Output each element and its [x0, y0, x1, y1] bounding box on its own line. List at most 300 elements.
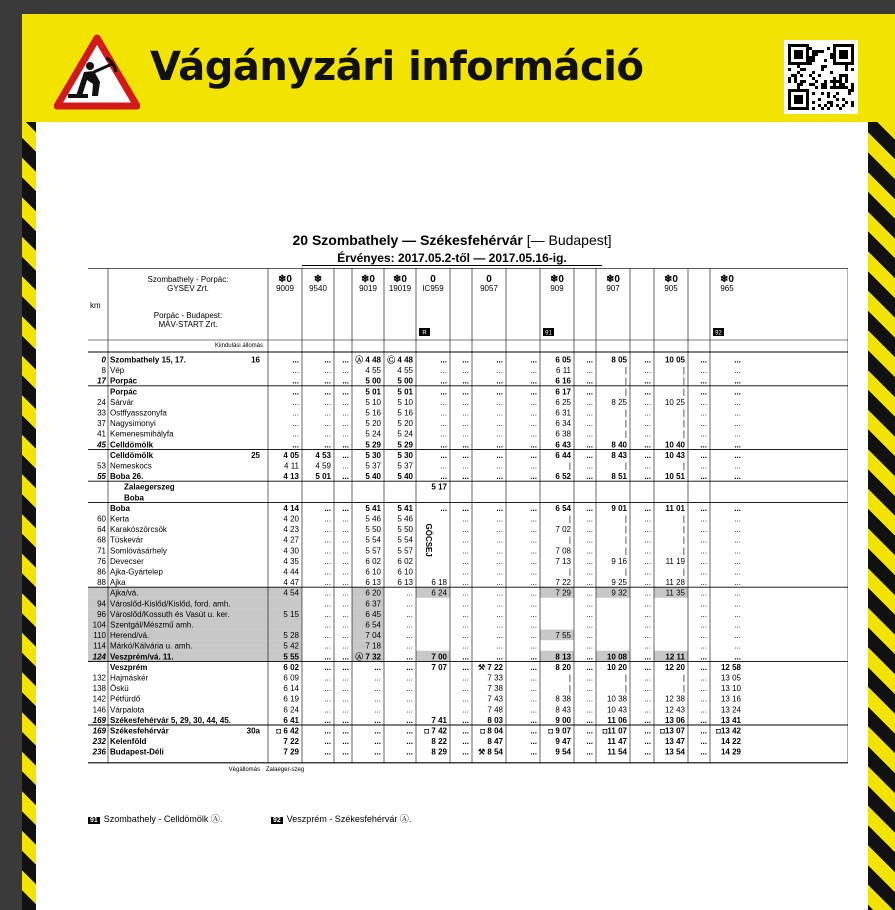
- time-cell: ...: [374, 694, 381, 704]
- time-cell: ...: [700, 641, 707, 651]
- time-cell: |: [568, 535, 571, 545]
- train-symbol: ❄: [313, 274, 323, 285]
- time-cell: 5 40: [397, 472, 413, 482]
- time-cell: ...: [406, 599, 413, 609]
- time-cell: ...: [530, 366, 537, 376]
- time-cell: ...: [530, 684, 537, 694]
- time-cell: ...: [530, 450, 537, 460]
- time-cell: 8 22: [431, 737, 447, 747]
- time-cell: ...: [586, 514, 593, 524]
- time-cell: ...: [462, 461, 469, 471]
- km-value: 169: [92, 715, 106, 725]
- time-cell: |: [624, 387, 627, 397]
- time-cell: 5 50: [397, 525, 413, 535]
- connection-ref: 30a: [246, 726, 260, 736]
- time-cell: 4 54: [283, 588, 299, 598]
- time-cell: ...: [342, 461, 349, 471]
- time-cell: 11 54: [607, 747, 627, 757]
- time-cell: ...: [586, 376, 593, 386]
- time-cell: ...: [292, 387, 299, 397]
- time-cell: ...: [734, 366, 741, 376]
- train-number: 9057: [480, 284, 498, 293]
- time-cell: ...: [440, 429, 447, 439]
- time-cell: ...: [496, 461, 503, 471]
- time-cell: ...: [644, 546, 651, 556]
- time-cell: 4 53: [315, 450, 331, 460]
- time-cell: ...: [292, 408, 299, 418]
- time-cell: 6 43: [555, 440, 571, 450]
- time-cell: 8 03: [487, 715, 503, 725]
- time-cell: ...: [324, 673, 331, 683]
- time-cell: ...: [734, 652, 741, 662]
- time-cell: ...: [586, 450, 593, 460]
- time-cell: 5 37: [365, 461, 381, 471]
- time-cell: ...: [496, 556, 503, 566]
- time-cell: ...: [342, 694, 349, 704]
- time-cell: 5 37: [397, 461, 413, 471]
- time-cell: ...: [406, 662, 413, 672]
- time-cell: 13 54: [664, 747, 685, 757]
- time-cell: ...: [530, 599, 537, 609]
- time-cell: ...: [586, 673, 593, 683]
- time-cell: ...: [644, 535, 651, 545]
- route-name: Szombathely — Székesfehérvár: [311, 232, 523, 248]
- time-cell: ...: [374, 662, 381, 672]
- time-cell: ...: [496, 514, 503, 524]
- time-cell: 8 05: [611, 355, 627, 365]
- time-cell: ...: [530, 535, 537, 545]
- time-cell: 5 46: [365, 514, 381, 524]
- time-cell: ...: [292, 429, 299, 439]
- time-cell: ...: [644, 652, 651, 662]
- time-cell: ...: [324, 609, 331, 619]
- time-cell: 10 43: [664, 450, 685, 460]
- time-cell: ...: [462, 387, 469, 397]
- km-value: 86: [97, 567, 106, 577]
- time-cell: ...: [292, 397, 299, 407]
- time-cell: ...: [342, 472, 349, 482]
- time-cell: ...: [342, 705, 349, 715]
- time-cell: ...: [440, 397, 447, 407]
- end-station-label: Végállomás: [228, 766, 260, 773]
- time-cell: ...: [342, 366, 349, 376]
- footnote-2: [271, 812, 411, 825]
- time-cell: ...: [734, 387, 741, 397]
- time-cell: ...: [700, 525, 707, 535]
- time-cell: ...: [586, 355, 593, 365]
- time-cell: 5 28: [283, 631, 299, 641]
- time-cell: |: [624, 408, 627, 418]
- time-cell: 4 59: [315, 461, 331, 471]
- time-cell: |: [624, 419, 627, 429]
- time-cell: 9 32: [611, 588, 627, 598]
- time-cell: 5 29: [397, 440, 413, 450]
- time-cell: 7 13: [555, 556, 571, 566]
- operator-gysev: Szombathely - Porpác:: [147, 275, 229, 284]
- time-cell: ...: [496, 546, 503, 556]
- time-cell: 9 25: [611, 578, 627, 588]
- time-cell: 12 38: [664, 694, 685, 704]
- time-cell: 6 13: [397, 578, 413, 588]
- time-cell: |: [682, 366, 685, 376]
- time-cell: ...: [644, 715, 651, 725]
- km-value: 142: [92, 694, 106, 704]
- time-cell: ...: [586, 408, 593, 418]
- time-cell: ...: [342, 737, 349, 747]
- time-cell: ...: [342, 355, 349, 365]
- time-cell: 6 52: [555, 472, 571, 482]
- time-cell: ...: [496, 387, 503, 397]
- time-cell: ...: [496, 609, 503, 619]
- time-cell: 13 24: [720, 705, 741, 715]
- time-cell: ...: [734, 599, 741, 609]
- time-cell: ...: [342, 429, 349, 439]
- time-cell: ...: [700, 662, 707, 672]
- time-cell: ...: [324, 503, 331, 513]
- time-cell: ...: [342, 673, 349, 683]
- time-cell: ...: [586, 641, 593, 651]
- time-cell: ...: [644, 376, 651, 386]
- time-cell: 6 45: [365, 609, 381, 619]
- train-number: IC959: [422, 284, 444, 293]
- time-cell: ...: [342, 419, 349, 429]
- time-cell: ...: [324, 641, 331, 651]
- km-value: 41: [97, 429, 106, 439]
- time-cell: 10 20: [606, 662, 627, 672]
- station-name: Nemeskocs: [110, 461, 152, 471]
- time-cell: ...: [700, 620, 707, 630]
- time-cell: ...: [462, 631, 469, 641]
- time-cell: 8 38: [555, 694, 571, 704]
- time-cell: ...: [324, 514, 331, 524]
- time-cell: ...: [342, 514, 349, 524]
- time-cell: ...: [406, 641, 413, 651]
- time-cell: 5 00: [365, 376, 381, 386]
- station-name: Ajka: [110, 578, 126, 588]
- train-number: 909: [550, 284, 564, 293]
- train-symbol: ❄0: [393, 274, 407, 285]
- time-cell: ...: [462, 472, 469, 482]
- train-number: 965: [720, 284, 734, 293]
- time-cell: ...: [700, 514, 707, 524]
- qr-code-icon: [788, 44, 854, 110]
- time-cell: ...: [342, 726, 349, 736]
- time-cell: 14 29: [720, 747, 741, 757]
- time-cell: ...: [342, 747, 349, 757]
- time-cell: ...: [586, 715, 593, 725]
- time-cell: ...: [530, 652, 537, 662]
- km-value: 24: [97, 397, 106, 407]
- time-cell: |: [568, 514, 571, 524]
- time-cell: ...: [530, 472, 537, 482]
- km-value: 76: [97, 556, 106, 566]
- time-cell: ◘13 42: [716, 726, 741, 736]
- train-number: 905: [664, 284, 678, 293]
- start-station-label: Kiindulási állomás: [214, 343, 263, 349]
- time-cell: 5 30: [397, 450, 413, 460]
- time-cell: 5 20: [397, 419, 413, 429]
- time-cell: ...: [530, 705, 537, 715]
- time-cell: ...: [440, 503, 447, 513]
- time-cell: 6 20: [365, 588, 381, 598]
- train-name-label: GÖCSEJ: [424, 523, 433, 557]
- time-cell: 8 43: [611, 450, 627, 460]
- time-cell: ...: [324, 715, 331, 725]
- km-value: 88: [97, 578, 106, 588]
- station-name: Celldömölk: [110, 440, 154, 450]
- time-cell: 7 33: [487, 673, 503, 683]
- time-cell: ...: [586, 440, 593, 450]
- time-cell: ...: [440, 472, 447, 482]
- time-cell: ...: [586, 726, 593, 736]
- time-cell: ...: [462, 419, 469, 429]
- time-cell: ...: [644, 620, 651, 630]
- time-cell: ⚒ 7 22: [478, 662, 503, 672]
- time-cell: |: [568, 684, 571, 694]
- time-cell: ...: [644, 419, 651, 429]
- time-cell: |: [624, 535, 627, 545]
- station-name: Kelenföld: [110, 737, 147, 747]
- time-cell: 8 13: [555, 652, 571, 662]
- time-cell: ...: [586, 705, 593, 715]
- footnote-1: [88, 812, 222, 825]
- time-cell: 8 43: [555, 705, 571, 715]
- time-cell: ...: [342, 535, 349, 545]
- time-cell: 6 18: [431, 578, 447, 588]
- time-cell: 10 08: [606, 652, 627, 662]
- time-cell: 6 09: [283, 673, 299, 683]
- time-cell: ...: [342, 387, 349, 397]
- time-cell: ...: [644, 578, 651, 588]
- time-cell: ...: [644, 440, 651, 450]
- time-cell: ...: [406, 673, 413, 683]
- time-cell: |: [624, 567, 627, 577]
- time-cell: ...: [586, 503, 593, 513]
- time-cell: ...: [734, 620, 741, 630]
- train-symbol: ❄0: [720, 274, 734, 285]
- time-cell: Ⓐ 4 48: [355, 355, 381, 365]
- time-cell: ...: [700, 355, 707, 365]
- time-cell: ...: [374, 726, 381, 736]
- time-cell: ...: [734, 397, 741, 407]
- time-cell: ...: [700, 450, 707, 460]
- time-cell: ...: [530, 694, 537, 704]
- train-number: 9540: [309, 284, 327, 293]
- time-cell: ...: [292, 419, 299, 429]
- time-cell: 4 13: [283, 472, 299, 482]
- time-cell: |: [682, 546, 685, 556]
- time-cell: ...: [324, 387, 331, 397]
- time-cell: 6 54: [555, 503, 571, 513]
- time-cell: ...: [462, 609, 469, 619]
- time-cell: ...: [586, 609, 593, 619]
- km-value: 0: [101, 355, 106, 365]
- time-cell: ...: [462, 641, 469, 651]
- time-cell: 6 02: [365, 556, 381, 566]
- time-cell: ...: [644, 450, 651, 460]
- time-cell: 13 16: [720, 694, 741, 704]
- time-cell: 5 57: [365, 546, 381, 556]
- time-cell: 5 57: [397, 546, 413, 556]
- time-cell: |: [624, 546, 627, 556]
- train-symbol: ❄0: [361, 274, 375, 285]
- time-cell: 4 05: [283, 450, 299, 460]
- station-name: Porpác: [110, 376, 138, 386]
- time-cell: ...: [586, 737, 593, 747]
- km-value: 55: [97, 472, 106, 482]
- time-cell: ...: [496, 440, 503, 450]
- time-cell: ...: [496, 652, 503, 662]
- time-cell: 8 25: [611, 397, 627, 407]
- time-cell: |: [682, 419, 685, 429]
- train-symbol: ❄0: [550, 274, 564, 285]
- time-cell: ...: [644, 673, 651, 683]
- time-cell: |: [624, 673, 627, 683]
- time-cell: ...: [644, 631, 651, 641]
- time-cell: 12 43: [664, 705, 685, 715]
- time-cell: ...: [462, 662, 469, 672]
- time-cell: ...: [496, 408, 503, 418]
- train-number: 19019: [388, 284, 412, 293]
- time-cell: ...: [644, 747, 651, 757]
- station-name: Városlőd-Kislőd/Kislőd, ford. amh.: [110, 599, 231, 609]
- time-cell: 7 18: [365, 641, 381, 651]
- time-cell: ...: [324, 440, 331, 450]
- time-cell: ...: [700, 366, 707, 376]
- km-value: 64: [97, 525, 106, 535]
- time-cell: ...: [324, 684, 331, 694]
- station-name: Városlőd/Kossuth és Vasút u. ker.: [110, 609, 230, 619]
- time-cell: |: [624, 461, 627, 471]
- route-extension: [— Budapest]: [526, 232, 612, 248]
- time-cell: ...: [700, 429, 707, 439]
- line-number: 20: [292, 232, 309, 248]
- time-cell: ...: [374, 684, 381, 694]
- time-cell: ...: [530, 397, 537, 407]
- time-cell: ...: [734, 631, 741, 641]
- time-cell: ...: [700, 684, 707, 694]
- validity-period: Érvényes: 2017.05.2-től — 2017.05.16-ig.: [36, 251, 868, 266]
- time-cell: ...: [586, 599, 593, 609]
- time-cell: ...: [530, 588, 537, 598]
- time-cell: 5 41: [397, 503, 413, 513]
- time-cell: ...: [586, 387, 593, 397]
- station-name: Somlóvásárhely: [110, 546, 167, 556]
- time-cell: ...: [292, 440, 299, 450]
- time-cell: ...: [406, 715, 413, 725]
- time-cell: ...: [734, 376, 741, 386]
- time-cell: 13 10: [720, 684, 741, 694]
- train-symbol: 0: [486, 274, 492, 285]
- time-cell: ...: [324, 556, 331, 566]
- train-symbol: ❄0: [664, 274, 678, 285]
- km-header: km: [90, 301, 101, 310]
- qr-code: [784, 40, 858, 114]
- time-cell: 5 15: [283, 609, 299, 619]
- time-cell: ...: [374, 673, 381, 683]
- time-cell: ...: [496, 578, 503, 588]
- time-cell: ...: [586, 535, 593, 545]
- time-cell: ...: [342, 578, 349, 588]
- connection-ref: 25: [251, 450, 260, 460]
- time-cell: ...: [530, 567, 537, 577]
- km-value: 45: [97, 440, 106, 450]
- time-cell: 7 55: [555, 631, 571, 641]
- time-cell: 5 24: [397, 429, 413, 439]
- time-cell: ...: [324, 652, 331, 662]
- time-cell: ...: [440, 355, 447, 365]
- station-name: Szombathely 15, 17.: [110, 355, 187, 365]
- time-cell: ...: [342, 503, 349, 513]
- time-cell: 9 47: [555, 737, 571, 747]
- time-cell: ...: [700, 652, 707, 662]
- time-cell: ...: [530, 620, 537, 630]
- time-cell: ...: [342, 525, 349, 535]
- time-cell: |: [682, 429, 685, 439]
- time-cell: 4 20: [283, 514, 299, 524]
- time-cell: ...: [700, 694, 707, 704]
- time-cell: ...: [644, 525, 651, 535]
- km-value: 124: [92, 652, 106, 662]
- time-cell: ...: [462, 694, 469, 704]
- time-cell: 12 11: [665, 652, 685, 662]
- notice-paper: [36, 122, 868, 910]
- time-cell: ...: [324, 355, 331, 365]
- time-cell: ...: [406, 631, 413, 641]
- station-name: Ajka-Gyártelep: [110, 567, 163, 577]
- time-cell: 5 01: [397, 387, 413, 397]
- page-title: Vágányzári információ: [150, 44, 644, 90]
- time-cell: ...: [700, 461, 707, 471]
- time-cell: ...: [342, 715, 349, 725]
- station-name: Ostffyasszonyfa: [110, 408, 167, 418]
- station-name: Kemenesmihályfa: [110, 429, 174, 439]
- time-cell: 4 11: [284, 461, 299, 471]
- time-cell: ...: [700, 503, 707, 513]
- time-cell: ...: [462, 535, 469, 545]
- time-cell: ...: [496, 525, 503, 535]
- time-cell: ...: [644, 461, 651, 471]
- time-cell: 9 54: [555, 747, 571, 757]
- note-tag: R: [422, 330, 427, 337]
- timetable-grid: [88, 268, 848, 808]
- time-cell: 8 29: [431, 747, 447, 757]
- time-cell: ...: [342, 631, 349, 641]
- station-name: Hajmáskér: [110, 673, 149, 683]
- time-cell: 6 14: [283, 684, 299, 694]
- time-cell: 6 02: [283, 662, 299, 672]
- time-cell: ...: [406, 737, 413, 747]
- time-cell: ...: [700, 535, 707, 545]
- time-cell: ...: [734, 525, 741, 535]
- train-symbol: 0: [430, 274, 436, 285]
- time-cell: 14 22: [720, 737, 741, 747]
- time-cell: 7 22: [283, 737, 299, 747]
- time-cell: ...: [462, 546, 469, 556]
- time-cell: 6 24: [431, 588, 447, 598]
- time-cell: |: [682, 461, 685, 471]
- time-cell: 9 00: [555, 715, 571, 725]
- time-cell: ...: [644, 609, 651, 619]
- time-cell: ...: [342, 440, 349, 450]
- time-cell: 4 35: [283, 556, 299, 566]
- time-cell: ...: [324, 419, 331, 429]
- station-name: Celldömölk: [110, 450, 154, 460]
- time-cell: |: [568, 461, 571, 471]
- time-cell: ...: [700, 397, 707, 407]
- time-cell: ...: [700, 376, 707, 386]
- time-cell: 5 50: [365, 525, 381, 535]
